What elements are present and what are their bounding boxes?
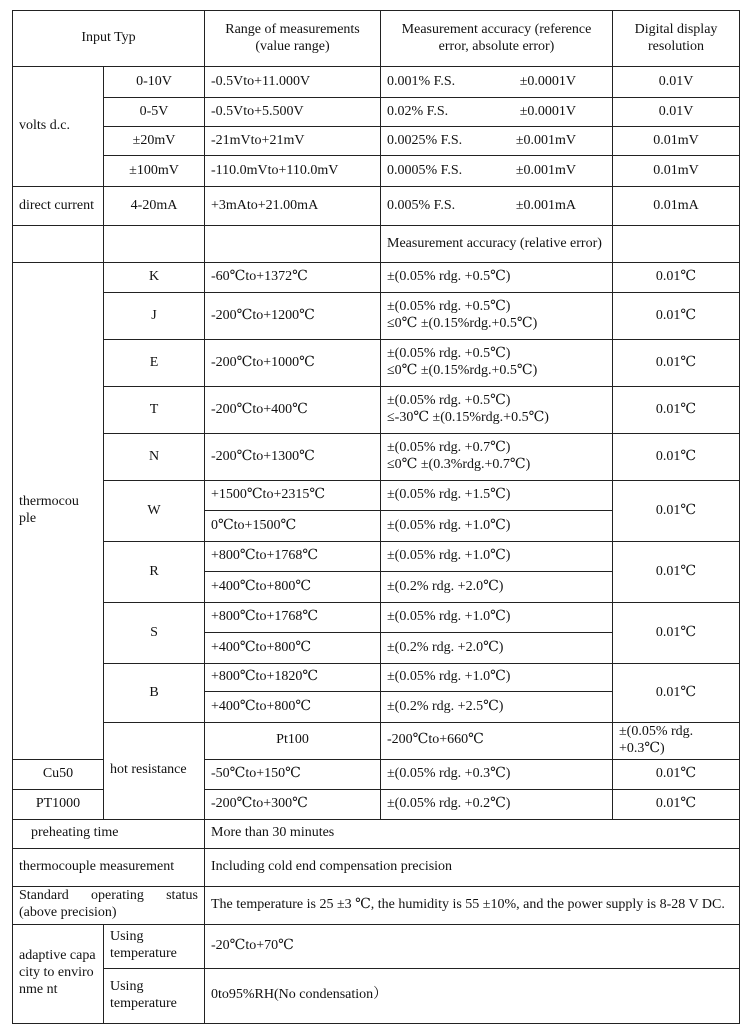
resolution-cell: 0.01mV <box>613 156 740 187</box>
tc-measurement-value: Including cold end compensation precision <box>205 848 740 886</box>
accuracy-cell <box>381 67 613 98</box>
type-cell: ±20mV <box>104 127 205 156</box>
accuracy-cell <box>381 293 613 340</box>
group-volts-dc: volts d.c. <box>13 67 104 187</box>
table-row <box>13 263 740 293</box>
table-row <box>13 603 740 633</box>
accuracy-cell <box>381 98 613 127</box>
table-row <box>13 924 740 968</box>
resolution-cell: 0.01℃ <box>613 603 740 664</box>
type-cell: 0-10V <box>104 67 205 98</box>
environment-row1-value: -20℃to+70℃ <box>205 924 740 968</box>
table-row <box>13 434 740 481</box>
type-cell: PT1000 <box>13 789 104 819</box>
ref-error: 0.02% F.S. <box>387 103 449 119</box>
range-cell: +800℃to+1768℃ <box>205 542 381 572</box>
accuracy-cell: ±(0.2% rdg. +2.0℃) <box>381 572 613 603</box>
preheating-value: More than 30 minutes <box>205 819 740 848</box>
accuracy-cell: ±(0.05% rdg. +0.3℃) <box>613 723 740 760</box>
table-row <box>13 481 740 511</box>
range-cell: +800℃to+1820℃ <box>205 664 381 692</box>
abs-error: ±0.0001V <box>519 73 576 89</box>
accuracy-line: ±(0.05% rdg. +0.5℃) <box>387 346 511 362</box>
header-row <box>13 11 740 67</box>
resolution-cell: 0.01V <box>613 67 740 98</box>
range-cell: -60℃to+1372℃ <box>205 263 381 293</box>
range-cell: -200℃to+1200℃ <box>205 293 381 340</box>
resolution-cell: 0.01℃ <box>613 387 740 434</box>
range-cell: -0.5Vto+5.500V <box>205 98 381 127</box>
range-cell: -21mVto+21mV <box>205 127 381 156</box>
preheating-label: preheating time <box>13 819 205 848</box>
table-row <box>13 187 740 226</box>
table-row <box>13 886 740 924</box>
accuracy-cell: ±(0.05% rdg. +1.5℃) <box>381 481 613 511</box>
range-cell: -110.0mVto+110.0mV <box>205 156 381 187</box>
subheader-row <box>13 226 740 263</box>
table-row <box>13 98 740 127</box>
range-cell: -200℃to+1000℃ <box>205 340 381 387</box>
type-cell-b: B <box>104 664 205 723</box>
accuracy-cell: ±(0.2% rdg. +2.5℃) <box>381 692 613 723</box>
resolution-cell: 0.01℃ <box>613 664 740 723</box>
type-cell: Cu50 <box>13 759 104 789</box>
table-row <box>13 723 740 760</box>
environment-row2-value: 0to95%RH(No condensation） <box>205 968 740 1023</box>
accuracy-cell: ±(0.2% rdg. +2.0℃) <box>381 633 613 664</box>
accuracy-line: ±(0.05% rdg. +0.5℃) <box>387 299 511 315</box>
range-cell: +3mAto+21.00mA <box>205 187 381 226</box>
table-row <box>13 848 740 886</box>
empty-cell <box>205 226 381 263</box>
accuracy-line: ±(0.05% rdg. +0.7℃) <box>387 440 511 456</box>
accuracy-cell <box>381 340 613 387</box>
type-cell: 4-20mA <box>104 187 205 226</box>
range-cell: +400℃to+800℃ <box>205 633 381 664</box>
type-cell-n: N <box>104 434 205 481</box>
range-cell: +1500℃to+2315℃ <box>205 481 381 511</box>
range-cell: 0℃to+1500℃ <box>205 511 381 542</box>
accuracy-cell: ±(0.05% rdg. +0.2℃) <box>381 789 613 819</box>
range-cell: -200℃to+400℃ <box>205 387 381 434</box>
relative-error-header: Measurement accuracy (relative error) <box>381 226 613 263</box>
ref-error: 0.0005% F.S. <box>387 162 463 178</box>
accuracy-cell <box>381 187 613 226</box>
type-cell-t: T <box>104 387 205 434</box>
table-row <box>13 664 740 692</box>
accuracy-line: ±(0.05% rdg. +0.5℃) <box>387 393 511 409</box>
resolution-cell: 0.01mA <box>613 187 740 226</box>
accuracy-line: ≤-30℃ ±(0.15%rdg.+0.5℃) <box>387 410 549 425</box>
accuracy-cell <box>381 156 613 187</box>
header-range: Range of measurements (value range) <box>205 11 381 67</box>
empty-cell <box>613 226 740 263</box>
range-cell: -200℃to+300℃ <box>205 789 381 819</box>
table-row <box>13 67 740 98</box>
table-row <box>13 387 740 434</box>
table-row <box>13 127 740 156</box>
range-cell: -200℃to+1300℃ <box>205 434 381 481</box>
resolution-cell: 0.01℃ <box>613 293 740 340</box>
abs-error: ±0.001mV <box>515 162 576 178</box>
table-row <box>13 156 740 187</box>
accuracy-cell: ±(0.05% rdg. +0.5℃) <box>381 263 613 293</box>
environment-row1-label: Using temperature <box>104 924 205 968</box>
resolution-cell: 0.01℃ <box>613 434 740 481</box>
accuracy-line: ≤0℃ ±(0.15%rdg.+0.5℃) <box>387 316 538 331</box>
table-row <box>13 293 740 340</box>
type-cell: 0-5V <box>104 98 205 127</box>
header-resolution: Digital display resolution <box>613 11 740 67</box>
accuracy-cell <box>381 127 613 156</box>
ref-error: 0.0025% F.S. <box>387 132 463 148</box>
table-row <box>13 340 740 387</box>
group-thermocouple: thermocou ple <box>13 263 104 760</box>
environment-row2-label: Using temperature <box>104 968 205 1023</box>
header-input-type: Input Typ <box>13 11 205 67</box>
environment-label: adaptive capacity to environme nt <box>13 924 104 1023</box>
range-cell: +800℃to+1768℃ <box>205 603 381 633</box>
resolution-cell: 0.01℃ <box>613 340 740 387</box>
ref-error: 0.001% F.S. <box>387 73 456 89</box>
abs-error: ±0.001mV <box>515 132 576 148</box>
tc-measurement-label: thermocouple measurement <box>13 848 205 886</box>
type-cell-r: R <box>104 542 205 603</box>
type-cell-s: S <box>104 603 205 664</box>
accuracy-cell: ±(0.05% rdg. +1.0℃) <box>381 511 613 542</box>
table-row <box>13 819 740 848</box>
accuracy-cell <box>381 387 613 434</box>
resolution-cell: 0.01V <box>613 98 740 127</box>
type-cell-k: K <box>104 263 205 293</box>
resolution-cell: 0.01℃ <box>613 542 740 603</box>
abs-error: ±0.001mA <box>515 197 576 213</box>
type-cell: ±100mV <box>104 156 205 187</box>
header-accuracy: Measurement accuracy (reference error, absolute error) <box>381 11 613 67</box>
table-row <box>13 968 740 1023</box>
abs-error: ±0.0001V <box>519 103 576 119</box>
empty-cell <box>104 226 205 263</box>
resolution-cell: 0.01℃ <box>613 789 740 819</box>
empty-cell <box>13 226 104 263</box>
accuracy-cell: ±(0.05% rdg. +1.0℃) <box>381 603 613 633</box>
range-cell: -50℃to+150℃ <box>205 759 381 789</box>
type-cell-e: E <box>104 340 205 387</box>
resolution-cell: 0.01℃ <box>613 263 740 293</box>
accuracy-cell <box>381 434 613 481</box>
accuracy-cell: ±(0.05% rdg. +1.0℃) <box>381 664 613 692</box>
range-cell: +400℃to+800℃ <box>205 692 381 723</box>
group-direct-current: direct current <box>13 187 104 226</box>
resolution-cell: 0.01℃ <box>613 759 740 789</box>
standard-status-label: Standard operating status (above precision) <box>13 886 205 924</box>
table-row <box>13 542 740 572</box>
accuracy-line: ≤0℃ ±(0.15%rdg.+0.5℃) <box>387 363 538 378</box>
accuracy-cell: ±(0.05% rdg. +1.0℃) <box>381 542 613 572</box>
accuracy-cell: ±(0.05% rdg. +0.3℃) <box>381 759 613 789</box>
ref-error: 0.005% F.S. <box>387 197 456 213</box>
type-cell-w: W <box>104 481 205 542</box>
resolution-cell: 0.01℃ <box>613 481 740 542</box>
standard-status-value: The temperature is 25 ±3 ℃, the humidity is 55 ±10%, and the power supply is 8-28 V DC. <box>205 886 740 924</box>
range-cell: -200℃to+660℃ <box>381 723 613 760</box>
accuracy-line: ≤0℃ ±(0.3%rdg.+0.7℃) <box>387 457 531 472</box>
range-cell: +400℃to+800℃ <box>205 572 381 603</box>
type-cell-j: J <box>104 293 205 340</box>
spec-table <box>12 10 740 1024</box>
resolution-cell: 0.01mV <box>613 127 740 156</box>
type-cell: Pt100 <box>205 723 381 760</box>
range-cell: -0.5Vto+11.000V <box>205 67 381 98</box>
group-hot-resistance: hot resistance <box>104 723 205 820</box>
